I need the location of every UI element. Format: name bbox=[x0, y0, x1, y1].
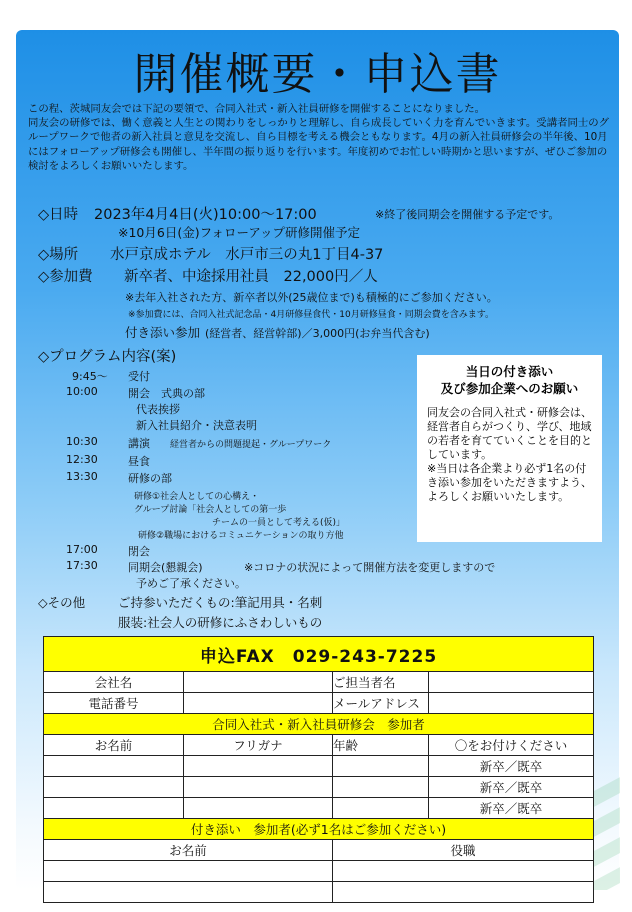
program-label: ◇プログラム内容(案) bbox=[38, 349, 177, 365]
email-label: メールアドレス bbox=[333, 693, 429, 714]
notice-box bbox=[417, 355, 602, 542]
program-time: 12:30 bbox=[66, 453, 98, 466]
program-item: 講演 bbox=[128, 437, 150, 450]
col-name-header: お名前 bbox=[44, 735, 184, 756]
program-item: 開会 式典の部 bbox=[128, 387, 205, 400]
participant-kana-input[interactable] bbox=[184, 777, 333, 798]
participant-age-input[interactable] bbox=[333, 756, 429, 777]
program-item: 昼食 bbox=[128, 455, 150, 468]
att-name-header: お名前 bbox=[44, 840, 333, 861]
contact-input[interactable] bbox=[429, 672, 594, 693]
fax-header: 申込FAX 029-243-7225 bbox=[44, 637, 594, 672]
graduate-option[interactable]: 新卒／既卒 bbox=[429, 777, 594, 798]
followup-note: ※10月6日(金)フォローアップ研修開催予定 bbox=[118, 225, 360, 240]
phone-label: 電話番号 bbox=[44, 693, 184, 714]
intro-paragraph-2: 同友会の研修では、働く意義と人生との関わりをしっかりと理解し、自ら成長していく力を育んでいきます。受講者同士のグループワークで他者の新入社員と意見を交流し、自ら目標を考える機会ともなります。4月の新入社員研修会の半年後、10月にはフォローアップ研修会も開催し、半年間の振り返りを行います。年度初めでお忙しい時期かと思いますが、ぜひご参加の検討をよろしくお願いいたします。 bbox=[28, 117, 610, 172]
place-label: ◇場所 bbox=[38, 247, 79, 263]
email-input[interactable] bbox=[429, 693, 594, 714]
col-kana-header: フリガナ bbox=[184, 735, 333, 756]
date-note: ※終了後同期会を開催する予定です。 bbox=[375, 208, 560, 221]
other-label: ◇その他 bbox=[38, 595, 86, 610]
attendant-title-input[interactable] bbox=[333, 882, 594, 903]
att-title-header: 役職 bbox=[333, 840, 594, 861]
program-time: 17:30 bbox=[66, 559, 98, 572]
program-time: 13:30 bbox=[66, 470, 98, 483]
notice-heading-line-2: 及び参加企業へのお願い bbox=[440, 381, 579, 396]
program-note: 経営者からの問題提起・グループワーク bbox=[170, 440, 332, 450]
col-check-header: 〇をお付けください bbox=[429, 735, 594, 756]
fee-note-1: ※去年入社された方、新卒者以外(25歳位まで)も積極的にご参加ください。 bbox=[125, 291, 498, 304]
program-item: 同期会(懇親会) bbox=[128, 561, 203, 574]
company-input[interactable] bbox=[184, 672, 333, 693]
dress-code: 服装:社会人の研修にふさわしいもの bbox=[118, 615, 323, 630]
attendant-name-input[interactable] bbox=[44, 882, 333, 903]
program-subitem: 研修①社会人としての心構え・ bbox=[134, 492, 260, 502]
intro-paragraph-1: この程、茨城同友会では下記の要領で、合同入社式・新入社員研修を開催することになりました。 bbox=[28, 103, 485, 115]
accompany-label: 付き添い参加 bbox=[125, 325, 201, 340]
participants-header: 合同入社式・新入社員研修会 参加者 bbox=[44, 714, 594, 735]
program-item: 受付 bbox=[128, 370, 150, 383]
date-label: ◇日時 bbox=[38, 207, 79, 223]
program-subitem: 研修②職場におけるコミュニケーションの取り方他 bbox=[138, 531, 344, 541]
attendant-header: 付き添い 参加者(必ず1名はご参加ください) bbox=[44, 819, 594, 840]
contact-label: ご担当者名 bbox=[333, 672, 429, 693]
program-subitem: 代表挨拶 bbox=[136, 403, 180, 416]
place-value: 水戸京成ホテル 水戸市三の丸1丁目4-37 bbox=[110, 247, 384, 263]
graduate-option[interactable]: 新卒／既卒 bbox=[429, 756, 594, 777]
participant-kana-input[interactable] bbox=[184, 756, 333, 777]
bring-items: ご持参いただくもの:筆記用具・名刺 bbox=[118, 595, 323, 610]
col-age-header: 年齢 bbox=[333, 735, 429, 756]
program-time: 10:00 bbox=[66, 385, 98, 398]
graduate-option[interactable]: 新卒／既卒 bbox=[429, 798, 594, 819]
notice-paragraph-1: 同友会の合同入社式・研修会は、経営者自らがつくり、学び、地域の若者を育てていくことを目的としています。 bbox=[427, 406, 592, 461]
company-label: 会社名 bbox=[44, 672, 184, 693]
phone-input[interactable] bbox=[184, 693, 333, 714]
program-note: 予めご了承ください。 bbox=[136, 577, 246, 590]
program-time: 10:30 bbox=[66, 435, 98, 448]
program-subitem: チームの一員として考える(仮)」 bbox=[212, 518, 346, 528]
notice-heading bbox=[417, 363, 602, 397]
accompany-detail: (経営者、経営幹部)／3,000円(お弁当代含む) bbox=[205, 327, 430, 340]
date-value: 2023年4月4日(火)10:00～17:00 bbox=[94, 207, 317, 223]
intro-text bbox=[28, 102, 610, 173]
program-subitem: グループ討論「社会人としての第一歩 bbox=[134, 505, 287, 515]
program-item: 研修の部 bbox=[128, 472, 172, 485]
participant-age-input[interactable] bbox=[333, 798, 429, 819]
program-time: 17:00 bbox=[66, 543, 98, 556]
participant-kana-input[interactable] bbox=[184, 798, 333, 819]
application-form bbox=[43, 636, 593, 911]
notice-paragraph-2: ※当日は各企業より必ず1名の付き添い参加をいただきますよう、よろしくお願いいたします。 bbox=[427, 462, 592, 503]
notice-body bbox=[417, 397, 602, 504]
fee-note-2: ※参加費には、合同入社式記念品・4月研修昼食代・10月研修昼食・同期会費を含みます。 bbox=[128, 310, 495, 320]
page-title: 開催概要・申込書 bbox=[133, 49, 502, 100]
attendant-name-input[interactable] bbox=[44, 861, 333, 882]
attendant-title-input[interactable] bbox=[333, 861, 594, 882]
program-note: ※コロナの状況によって開催方法を変更しますので bbox=[244, 561, 496, 574]
program-subitem: 新入社員紹介・決意表明 bbox=[136, 419, 257, 432]
program-time: 9:45～ bbox=[72, 370, 108, 383]
notice-heading-line-1: 当日の付き添い bbox=[465, 364, 554, 379]
program-item: 閉会 bbox=[128, 545, 150, 558]
fee-value: 新卒者、中途採用社員 22,000円／人 bbox=[124, 269, 378, 285]
participant-age-input[interactable] bbox=[333, 777, 429, 798]
participant-name-input[interactable] bbox=[44, 756, 184, 777]
participant-name-input[interactable] bbox=[44, 798, 184, 819]
fee-label: ◇参加費 bbox=[38, 269, 93, 285]
participant-name-input[interactable] bbox=[44, 777, 184, 798]
